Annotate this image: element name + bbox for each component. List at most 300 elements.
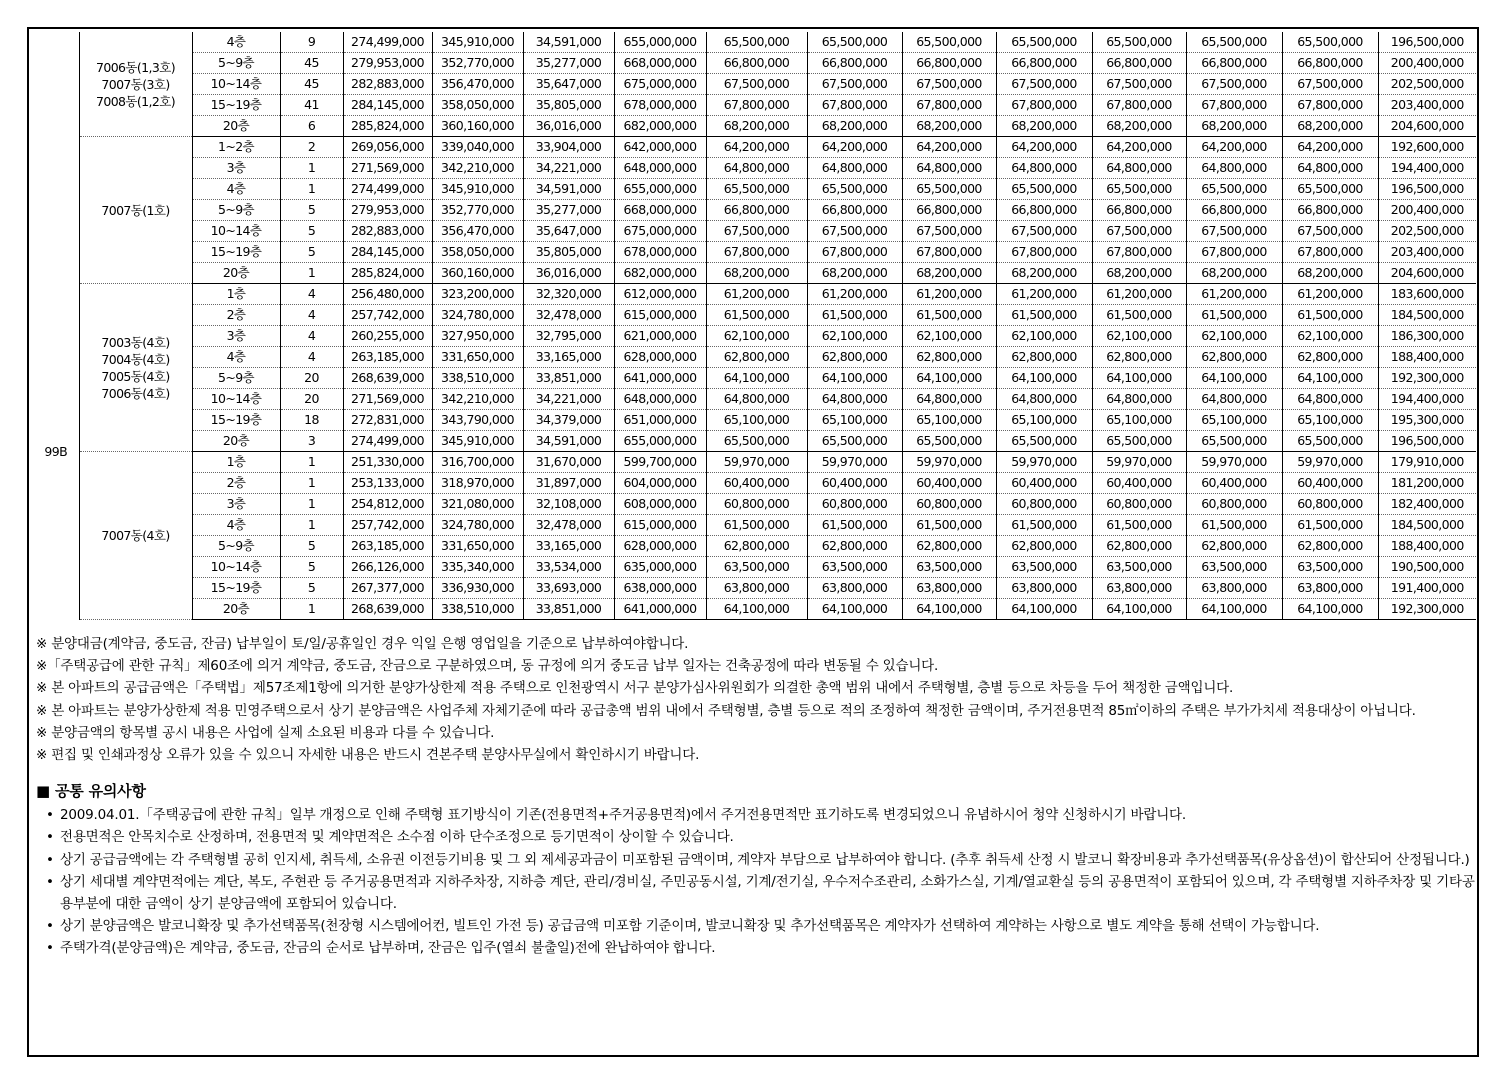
deposit-1-cell: 65,500,000 (706, 179, 807, 200)
floor-cell: 5~9층 (192, 368, 280, 389)
interim-5-cell: 64,100,000 (1282, 599, 1378, 620)
notes-list (36, 633, 1476, 766)
note-item: ※ 분양대금(계약금, 중도금, 잔금) 납부일이 토/일/공휴일인 경우 익일 은행 영업일을 기준으로 납부하여야합니다. (36, 636, 689, 652)
balance-cell: 196,500,000 (1378, 431, 1476, 452)
total-price-cell: 599,700,000 (614, 452, 706, 473)
deposit-1-cell: 61,200,000 (706, 284, 807, 305)
interim-5-cell: 63,800,000 (1282, 578, 1378, 599)
balance-cell: 203,400,000 (1378, 242, 1476, 263)
common-notice-text: 2009.04.01.「주택공급에 관한 규칙」일부 개정으로 인해 주택형 표기방식이 기존(전용면적+주거공용면적)에서 주거전용면적만 표기하도록 변경되었으니 유념하시어 청약 신청하시기 바랍니다. (60, 807, 1186, 824)
note-item: ※ 분양금액의 항목별 공시 내용은 사업에 실제 소요된 비용과 다를 수 있습니다. (36, 724, 495, 741)
common-notice-item (36, 937, 1476, 959)
interim-1-cell: 60,400,000 (902, 473, 996, 494)
floor-cell: 10~14층 (192, 221, 280, 242)
deposit-1-cell: 64,800,000 (706, 158, 807, 179)
build-cost-cell: 345,910,000 (432, 431, 523, 452)
housing-type-cell: 99B (33, 284, 79, 620)
deposit-2-cell: 67,500,000 (807, 74, 902, 95)
land-cost-cell: 263,185,000 (343, 347, 432, 368)
units-cell: 5 (280, 200, 343, 221)
build-cost-cell: 331,650,000 (432, 536, 523, 557)
vat-cell: 34,591,000 (523, 431, 614, 452)
interim-3-cell: 61,500,000 (1092, 305, 1186, 326)
floor-cell: 3층 (192, 494, 280, 515)
table-row (33, 263, 1476, 284)
total-price-cell: 638,000,000 (614, 578, 706, 599)
deposit-1-cell: 67,500,000 (706, 74, 807, 95)
interim-4-cell: 68,200,000 (1186, 263, 1282, 284)
floor-cell: 20층 (192, 599, 280, 620)
table-row (33, 599, 1476, 620)
interim-3-cell: 66,800,000 (1092, 200, 1186, 221)
interim-3-cell: 62,100,000 (1092, 326, 1186, 347)
deposit-1-cell: 60,400,000 (706, 473, 807, 494)
deposit-2-cell: 68,200,000 (807, 116, 902, 137)
units-cell: 4 (280, 284, 343, 305)
table-row (33, 32, 1476, 53)
deposit-2-cell: 67,800,000 (807, 242, 902, 263)
land-cost-cell: 268,639,000 (343, 599, 432, 620)
interim-1-cell: 67,800,000 (902, 242, 996, 263)
land-cost-cell: 269,056,000 (343, 137, 432, 158)
interim-1-cell: 62,800,000 (902, 536, 996, 557)
interim-3-cell: 62,800,000 (1092, 536, 1186, 557)
interim-5-cell: 59,970,000 (1282, 452, 1378, 473)
land-cost-cell: 257,742,000 (343, 305, 432, 326)
land-cost-cell: 254,812,000 (343, 494, 432, 515)
land-cost-cell: 279,953,000 (343, 53, 432, 74)
vat-cell: 32,478,000 (523, 515, 614, 536)
deposit-2-cell: 64,200,000 (807, 137, 902, 158)
deposit-1-cell: 61,500,000 (706, 515, 807, 536)
interim-2-cell: 60,400,000 (996, 473, 1092, 494)
balance-cell: 182,400,000 (1378, 494, 1476, 515)
interim-5-cell: 67,800,000 (1282, 95, 1378, 116)
interim-3-cell: 59,970,000 (1092, 452, 1186, 473)
total-price-cell: 612,000,000 (614, 284, 706, 305)
build-cost-cell: 342,210,000 (432, 389, 523, 410)
deposit-2-cell: 64,100,000 (807, 368, 902, 389)
interim-4-cell: 60,400,000 (1186, 473, 1282, 494)
total-price-cell: 641,000,000 (614, 599, 706, 620)
interim-4-cell: 65,500,000 (1186, 431, 1282, 452)
units-cell: 1 (280, 158, 343, 179)
total-price-cell: 648,000,000 (614, 389, 706, 410)
interim-2-cell: 65,500,000 (996, 431, 1092, 452)
land-cost-cell: 274,499,000 (343, 431, 432, 452)
build-cost-cell: 343,790,000 (432, 410, 523, 431)
floor-cell: 2층 (192, 473, 280, 494)
units-cell: 20 (280, 389, 343, 410)
deposit-1-cell: 62,800,000 (706, 536, 807, 557)
total-price-cell: 621,000,000 (614, 326, 706, 347)
land-cost-cell: 284,145,000 (343, 242, 432, 263)
deposit-1-cell: 64,200,000 (706, 137, 807, 158)
vat-cell: 33,693,000 (523, 578, 614, 599)
units-cell: 5 (280, 221, 343, 242)
table-row (33, 326, 1476, 347)
interim-1-cell: 63,800,000 (902, 578, 996, 599)
bullet-icon: • (46, 851, 54, 868)
interim-5-cell: 65,500,000 (1282, 32, 1378, 53)
interim-3-cell: 65,500,000 (1092, 431, 1186, 452)
common-notice-item (36, 826, 1476, 848)
interim-5-cell: 65,100,000 (1282, 410, 1378, 431)
floor-cell: 4층 (192, 179, 280, 200)
interim-2-cell: 68,200,000 (996, 116, 1092, 137)
interim-2-cell: 62,800,000 (996, 536, 1092, 557)
land-cost-cell: 257,742,000 (343, 515, 432, 536)
balance-cell: 186,300,000 (1378, 326, 1476, 347)
balance-cell: 191,400,000 (1378, 578, 1476, 599)
common-notice-text: 상기 공급금액에는 각 주택형별 공히 인지세, 취득세, 소유권 이전등기비용 및 그 외 제세공과금이 미포함된 금액이며, 계약자 부담으로 납부하여야 합니다. (추후 취득세 산정 시 발코니 확장비용과 추가선택품목(유상옵션)이 합산되어 산정됩니다.) (60, 851, 1470, 868)
deposit-2-cell: 67,500,000 (807, 221, 902, 242)
land-cost-cell: 266,126,000 (343, 557, 432, 578)
vat-cell: 35,277,000 (523, 53, 614, 74)
balance-cell: 203,400,000 (1378, 95, 1476, 116)
total-price-cell: 615,000,000 (614, 305, 706, 326)
bullet-icon: • (46, 807, 54, 824)
interim-3-cell: 61,500,000 (1092, 515, 1186, 536)
land-cost-cell: 271,569,000 (343, 389, 432, 410)
table-row (33, 74, 1476, 95)
total-price-cell: 615,000,000 (614, 515, 706, 536)
interim-5-cell: 62,800,000 (1282, 536, 1378, 557)
bullet-icon: • (46, 940, 54, 957)
interim-2-cell: 64,800,000 (996, 158, 1092, 179)
vat-cell: 33,165,000 (523, 347, 614, 368)
units-cell: 4 (280, 305, 343, 326)
build-cost-cell: 324,780,000 (432, 515, 523, 536)
interim-4-cell: 68,200,000 (1186, 116, 1282, 137)
interim-4-cell: 60,800,000 (1186, 494, 1282, 515)
units-cell: 18 (280, 410, 343, 431)
deposit-1-cell: 67,500,000 (706, 221, 807, 242)
build-cost-cell: 331,650,000 (432, 347, 523, 368)
interim-2-cell: 68,200,000 (996, 263, 1092, 284)
build-cost-cell: 339,040,000 (432, 137, 523, 158)
interim-1-cell: 60,800,000 (902, 494, 996, 515)
interim-5-cell: 64,800,000 (1282, 389, 1378, 410)
balance-cell: 181,200,000 (1378, 473, 1476, 494)
balance-cell: 184,500,000 (1378, 515, 1476, 536)
units-cell: 45 (280, 74, 343, 95)
land-cost-cell: 274,499,000 (343, 32, 432, 53)
interim-1-cell: 68,200,000 (902, 116, 996, 137)
deposit-2-cell: 66,800,000 (807, 200, 902, 221)
build-cost-cell: 321,080,000 (432, 494, 523, 515)
balance-cell: 196,500,000 (1378, 179, 1476, 200)
interim-2-cell: 61,200,000 (996, 284, 1092, 305)
building-cell (79, 137, 192, 284)
interim-5-cell: 61,200,000 (1282, 284, 1378, 305)
interim-4-cell: 65,500,000 (1186, 179, 1282, 200)
balance-cell: 200,400,000 (1378, 53, 1476, 74)
floor-cell: 20층 (192, 431, 280, 452)
deposit-1-cell: 64,100,000 (706, 368, 807, 389)
total-price-cell: 675,000,000 (614, 221, 706, 242)
deposit-2-cell: 65,500,000 (807, 32, 902, 53)
balance-cell: 179,910,000 (1378, 452, 1476, 473)
deposit-1-cell: 66,800,000 (706, 200, 807, 221)
deposit-2-cell: 64,100,000 (807, 599, 902, 620)
interim-5-cell: 64,200,000 (1282, 137, 1378, 158)
interim-3-cell: 67,500,000 (1092, 74, 1186, 95)
interim-3-cell: 68,200,000 (1092, 116, 1186, 137)
common-notice-list (36, 804, 1476, 959)
interim-5-cell: 67,800,000 (1282, 242, 1378, 263)
interim-1-cell: 65,500,000 (902, 32, 996, 53)
building-label: 7005동(4호) (101, 368, 170, 384)
interim-3-cell: 64,100,000 (1092, 368, 1186, 389)
interim-5-cell: 61,500,000 (1282, 515, 1378, 536)
balance-cell: 194,400,000 (1378, 158, 1476, 179)
floor-cell: 5~9층 (192, 536, 280, 557)
interim-1-cell: 66,800,000 (902, 200, 996, 221)
interim-1-cell: 65,100,000 (902, 410, 996, 431)
balance-cell: 194,400,000 (1378, 389, 1476, 410)
deposit-2-cell: 61,500,000 (807, 515, 902, 536)
floor-cell: 10~14층 (192, 557, 280, 578)
units-cell: 5 (280, 242, 343, 263)
land-cost-cell: 279,953,000 (343, 200, 432, 221)
units-cell: 2 (280, 137, 343, 158)
interim-2-cell: 67,500,000 (996, 221, 1092, 242)
note-item: ※ 본 아파트는 분양가상한제 적용 민영주택으로서 상기 분양금액은 사업주체 자체기준에 따라 공급총액 범위 내에서 주택형별, 층별 등으로 적의 조정하여 책정한 금액이며, 주거전용면적 85㎡이하의 주택은 부가가치세 적용대상이 아닙니다. (36, 702, 1416, 719)
build-cost-cell: 338,510,000 (432, 599, 523, 620)
interim-1-cell: 67,500,000 (902, 221, 996, 242)
table-row (33, 305, 1476, 326)
vat-cell: 35,277,000 (523, 200, 614, 221)
deposit-2-cell: 61,200,000 (807, 284, 902, 305)
table-row (33, 368, 1476, 389)
interim-2-cell: 66,800,000 (996, 200, 1092, 221)
units-cell: 1 (280, 263, 343, 284)
units-cell: 20 (280, 368, 343, 389)
table-row (33, 53, 1476, 74)
price-table (33, 32, 1476, 620)
deposit-1-cell: 65,100,000 (706, 410, 807, 431)
interim-2-cell: 64,800,000 (996, 389, 1092, 410)
build-cost-cell: 318,970,000 (432, 473, 523, 494)
table-row (33, 242, 1476, 263)
balance-cell: 183,600,000 (1378, 284, 1476, 305)
interim-1-cell: 59,970,000 (902, 452, 996, 473)
balance-cell: 202,500,000 (1378, 221, 1476, 242)
interim-1-cell: 64,100,000 (902, 368, 996, 389)
deposit-2-cell: 62,800,000 (807, 536, 902, 557)
interim-2-cell: 62,100,000 (996, 326, 1092, 347)
table-row (33, 179, 1476, 200)
interim-1-cell: 67,500,000 (902, 74, 996, 95)
interim-2-cell: 64,200,000 (996, 137, 1092, 158)
interim-3-cell: 65,500,000 (1092, 179, 1186, 200)
interim-2-cell: 65,500,000 (996, 179, 1092, 200)
note-item: ※「주택공급에 관한 규칙」제60조에 의거 계약금, 중도금, 잔금으로 구분하였으며, 동 규정에 의거 중도금 납부 일자는 건축공정에 따라 변동될 수 있습니다. (36, 658, 939, 675)
building-label: 7007동(4호) (101, 528, 170, 544)
floor-cell: 15~19층 (192, 578, 280, 599)
total-price-cell: 682,000,000 (614, 263, 706, 284)
build-cost-cell: 360,160,000 (432, 116, 523, 137)
interim-2-cell: 66,800,000 (996, 53, 1092, 74)
interim-1-cell: 61,500,000 (902, 305, 996, 326)
build-cost-cell: 335,340,000 (432, 557, 523, 578)
units-cell: 1 (280, 494, 343, 515)
interim-4-cell: 67,800,000 (1186, 95, 1282, 116)
units-cell: 1 (280, 515, 343, 536)
balance-cell: 202,500,000 (1378, 74, 1476, 95)
floor-cell: 20층 (192, 116, 280, 137)
balance-cell: 190,500,000 (1378, 557, 1476, 578)
table-row (33, 473, 1476, 494)
build-cost-cell: 358,050,000 (432, 95, 523, 116)
interim-3-cell: 65,100,000 (1092, 410, 1186, 431)
vat-cell: 36,016,000 (523, 263, 614, 284)
building-cell (79, 32, 192, 137)
deposit-2-cell: 66,800,000 (807, 53, 902, 74)
total-price-cell: 655,000,000 (614, 431, 706, 452)
vat-cell: 34,221,000 (523, 389, 614, 410)
interim-4-cell: 59,970,000 (1186, 452, 1282, 473)
vat-cell: 35,805,000 (523, 242, 614, 263)
deposit-1-cell: 68,200,000 (706, 116, 807, 137)
units-cell: 4 (280, 326, 343, 347)
interim-2-cell: 63,500,000 (996, 557, 1092, 578)
interim-1-cell: 65,500,000 (902, 179, 996, 200)
deposit-2-cell: 64,800,000 (807, 158, 902, 179)
total-price-cell: 655,000,000 (614, 32, 706, 53)
common-notice-heading: ■ 공통 유의사항 (36, 782, 146, 801)
deposit-1-cell: 60,800,000 (706, 494, 807, 515)
interim-2-cell: 64,100,000 (996, 368, 1092, 389)
build-cost-cell: 345,910,000 (432, 179, 523, 200)
building-label: 7007동(3호) (101, 76, 170, 92)
note-item: ※ 본 아파트의 공급금액은「주택법」제57조제1항에 의거한 분양가상한제 적용 주택으로 인천광역시 서구 분양가심사위원회가 의결한 총액 범위 내에서 주택형별, 층별 등으로 차등을 두어 책정한 금액입니다. (36, 680, 1234, 697)
total-price-cell: 628,000,000 (614, 347, 706, 368)
deposit-2-cell: 61,500,000 (807, 305, 902, 326)
floor-cell: 3층 (192, 326, 280, 347)
interim-4-cell: 64,800,000 (1186, 389, 1282, 410)
floor-cell: 10~14층 (192, 389, 280, 410)
build-cost-cell: 324,780,000 (432, 305, 523, 326)
vat-cell: 35,647,000 (523, 74, 614, 95)
deposit-2-cell: 65,500,000 (807, 431, 902, 452)
deposit-2-cell: 62,800,000 (807, 347, 902, 368)
building-label: 7003동(4호) (101, 334, 170, 350)
deposit-1-cell: 65,500,000 (706, 32, 807, 53)
build-cost-cell: 338,510,000 (432, 368, 523, 389)
interim-1-cell: 64,200,000 (902, 137, 996, 158)
housing-type-cell (33, 32, 79, 284)
table-row (33, 347, 1476, 368)
total-price-cell: 678,000,000 (614, 242, 706, 263)
table-row (33, 221, 1476, 242)
balance-cell: 192,300,000 (1378, 368, 1476, 389)
interim-4-cell: 64,100,000 (1186, 599, 1282, 620)
land-cost-cell: 284,145,000 (343, 95, 432, 116)
interim-3-cell: 64,800,000 (1092, 389, 1186, 410)
vat-cell: 31,670,000 (523, 452, 614, 473)
interim-3-cell: 67,800,000 (1092, 95, 1186, 116)
common-notice-item (36, 871, 1476, 915)
interim-5-cell: 63,500,000 (1282, 557, 1378, 578)
units-cell: 1 (280, 599, 343, 620)
deposit-2-cell: 63,800,000 (807, 578, 902, 599)
deposit-1-cell: 61,500,000 (706, 305, 807, 326)
deposit-2-cell: 62,100,000 (807, 326, 902, 347)
document-page (27, 27, 1479, 1057)
total-price-cell: 682,000,000 (614, 116, 706, 137)
table-row (33, 389, 1476, 410)
floor-cell: 1층 (192, 284, 280, 305)
table-row (33, 515, 1476, 536)
floor-cell: 20층 (192, 263, 280, 284)
bullet-icon: • (46, 829, 54, 846)
build-cost-cell: 356,470,000 (432, 74, 523, 95)
deposit-1-cell: 67,800,000 (706, 95, 807, 116)
deposit-1-cell: 59,970,000 (706, 452, 807, 473)
deposit-1-cell: 64,100,000 (706, 599, 807, 620)
land-cost-cell: 285,824,000 (343, 116, 432, 137)
balance-cell: 184,500,000 (1378, 305, 1476, 326)
common-notice-text: 상기 세대별 계약면적에는 계단, 복도, 주현관 등 주거공용면적과 지하주차장, 지하층 계단, 관리/경비실, 주민공동시설, 기계/전기실, 우수저수조관리, 소화가스실, 기계/열교환실 등의 공용면적이 포함되어 있으며, 각 주택형별 지하주차장 및 기타공용부분에 대한 금액이 상기 분양금액에 포함되어 있습니다. (60, 873, 1475, 913)
table-row (33, 95, 1476, 116)
deposit-2-cell: 60,400,000 (807, 473, 902, 494)
interim-4-cell: 62,800,000 (1186, 347, 1282, 368)
balance-cell: 192,600,000 (1378, 137, 1476, 158)
interim-5-cell: 61,500,000 (1282, 305, 1378, 326)
units-cell: 9 (280, 32, 343, 53)
interim-4-cell: 61,500,000 (1186, 515, 1282, 536)
deposit-2-cell: 68,200,000 (807, 263, 902, 284)
floor-cell: 15~19층 (192, 242, 280, 263)
interim-2-cell: 60,800,000 (996, 494, 1092, 515)
common-notice-text: 전용면적은 안목치수로 산정하며, 전용면적 및 계약면적은 소수점 이하 단수조정으로 등기면적이 상이할 수 있습니다. (60, 829, 734, 846)
interim-4-cell: 61,500,000 (1186, 305, 1282, 326)
interim-2-cell: 59,970,000 (996, 452, 1092, 473)
land-cost-cell: 260,255,000 (343, 326, 432, 347)
balance-cell: 188,400,000 (1378, 347, 1476, 368)
interim-3-cell: 63,800,000 (1092, 578, 1186, 599)
floor-cell: 1~2층 (192, 137, 280, 158)
interim-5-cell: 60,400,000 (1282, 473, 1378, 494)
common-notice-item (36, 849, 1476, 871)
floor-cell: 10~14층 (192, 74, 280, 95)
balance-cell: 196,500,000 (1378, 32, 1476, 53)
units-cell: 4 (280, 347, 343, 368)
interim-1-cell: 62,800,000 (902, 347, 996, 368)
interim-2-cell: 61,500,000 (996, 305, 1092, 326)
units-cell: 5 (280, 536, 343, 557)
interim-2-cell: 67,800,000 (996, 242, 1092, 263)
interim-4-cell: 63,800,000 (1186, 578, 1282, 599)
vat-cell: 33,851,000 (523, 368, 614, 389)
deposit-1-cell: 63,500,000 (706, 557, 807, 578)
table-row (33, 536, 1476, 557)
interim-5-cell: 64,100,000 (1282, 368, 1378, 389)
interim-1-cell: 63,500,000 (902, 557, 996, 578)
total-price-cell: 608,000,000 (614, 494, 706, 515)
deposit-2-cell: 63,500,000 (807, 557, 902, 578)
build-cost-cell: 352,770,000 (432, 53, 523, 74)
balance-cell: 204,600,000 (1378, 116, 1476, 137)
total-price-cell: 675,000,000 (614, 74, 706, 95)
building-cell (79, 284, 192, 452)
vat-cell: 35,647,000 (523, 221, 614, 242)
interim-3-cell: 62,800,000 (1092, 347, 1186, 368)
interim-4-cell: 67,500,000 (1186, 221, 1282, 242)
land-cost-cell: 268,639,000 (343, 368, 432, 389)
